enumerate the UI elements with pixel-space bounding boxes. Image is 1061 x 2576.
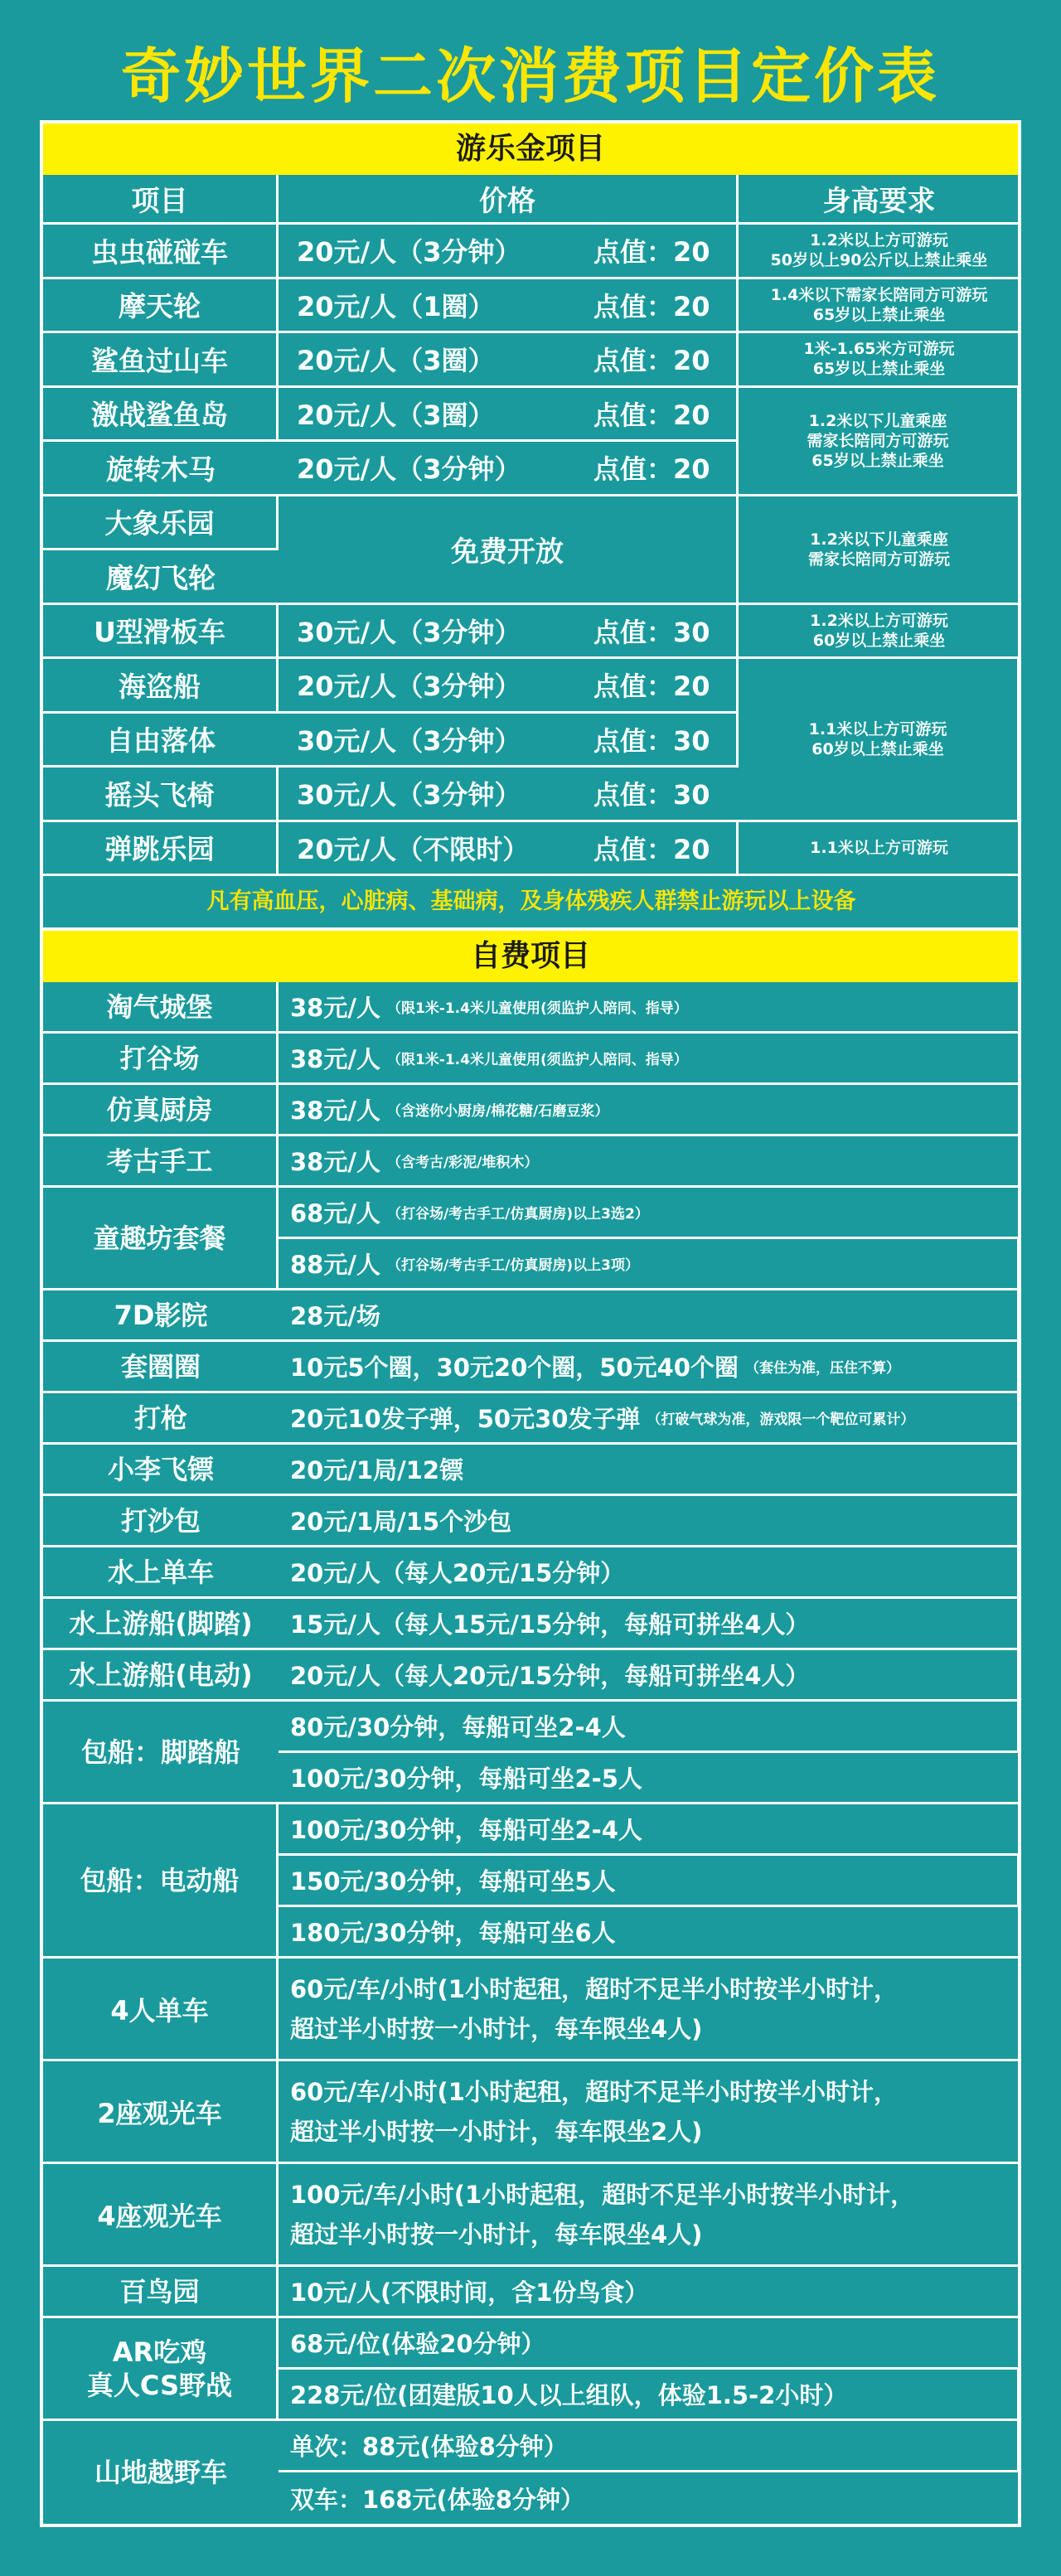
ride-price-text: 20元/人（3分钟） <box>297 453 521 486</box>
item-name: 打谷场 <box>43 1034 279 1085</box>
req-line: 1米-1.65米方可游玩 <box>803 340 955 359</box>
ride-price-wrap <box>297 388 736 440</box>
desc-text: 180元/30分钟，每船可坐6人 <box>290 1919 616 1947</box>
ride-price <box>279 279 739 334</box>
desc-text: 150元/30分钟，每船可坐5人 <box>290 1867 616 1896</box>
desc-text: 228元/位(团建版10人以上组队，体验1.5-2小时） <box>290 2381 848 2409</box>
item-name: 水上单车 <box>43 1547 279 1599</box>
ride-height-req <box>739 605 1020 660</box>
desc-line: 超过半小时按一小时计，每车限坐4人) <box>290 2014 703 2043</box>
item-desc <box>279 2061 1020 2164</box>
self-pay-table <box>43 982 1018 2524</box>
ride-height-req <box>739 279 1020 334</box>
item-name: 水上游船(电动) <box>43 1650 279 1702</box>
item-desc <box>279 1753 1020 1804</box>
desc-text: 20元/人（每人20元/15分钟） <box>290 1559 625 1587</box>
item-name: 考古手工 <box>43 1136 279 1188</box>
item-desc <box>279 2318 1020 2370</box>
ride-name: 魔幻飞轮 <box>43 550 279 605</box>
ride-price <box>279 659 739 714</box>
item-name: 包船：电动船 <box>43 1804 279 1959</box>
item-desc <box>279 1290 1020 1342</box>
ride-price-text: 20元/人（3圈） <box>297 399 495 431</box>
req-line: 1.2米以上方可游玩 <box>810 611 948 630</box>
req-line: 1.2米以下儿童乘座 <box>808 411 947 430</box>
ride-price <box>279 605 739 660</box>
ride-name: 虫虫碰碰车 <box>43 225 279 279</box>
item-name: 淘气城堡 <box>43 982 279 1034</box>
desc-text: 100元/30分钟，每船可坐2-4人 <box>290 1816 642 1844</box>
item-name: 水上游船(脚踏) <box>43 1599 279 1650</box>
item-desc <box>279 2164 1020 2267</box>
req-line: 1.1米以上方可游玩 <box>810 838 948 857</box>
desc-note: （限1米-1.4米儿童使用(须监护人陪同、指导） <box>386 1000 688 1017</box>
item-desc <box>279 1085 1020 1136</box>
ride-name: 海盗船 <box>43 659 279 714</box>
desc-text: 38元/人 <box>290 994 380 1022</box>
ride-price-wrap <box>297 714 736 766</box>
ride-price <box>279 225 739 279</box>
ride-points: 点值：30 <box>593 779 710 811</box>
desc-line: 超过半小时按一小时计，每车限坐4人) <box>290 2220 703 2249</box>
desc-text: 28元/场 <box>290 1302 380 1330</box>
section-banner-amusement: 游乐金项目 <box>43 123 1018 175</box>
desc-text: 20元/1局/12镖 <box>290 1456 464 1484</box>
item-desc <box>279 2421 1020 2472</box>
ride-height-req <box>739 333 1020 388</box>
desc-line: 60元/车/小时(1小时起租，超时不足半小时按半小时计， <box>290 2077 898 2106</box>
desc-text: 20元/1局/15个沙包 <box>290 1508 512 1536</box>
merged-height-req <box>739 659 1020 822</box>
ride-name: 摇头飞椅 <box>43 767 279 822</box>
item-name: 山地越野车 <box>94 2457 227 2488</box>
ride-price-wrap <box>297 442 736 494</box>
item-name: 仿真厨房 <box>43 1085 279 1136</box>
desc-line: 60元/车/小时(1小时起租，超时不足半小时按半小时计， <box>290 1974 898 2003</box>
ride-price-text: 20元/人（3分钟） <box>297 671 521 703</box>
ride-price-wrap <box>297 225 736 277</box>
ride-price-wrap <box>297 333 736 385</box>
item-name: 童趣坊套餐 <box>43 1188 279 1290</box>
safety-warning: 凡有高血压，心脏病、基础病，及身体残疾人群禁止游玩以上设备 <box>206 889 856 914</box>
item-desc <box>279 1188 1020 1239</box>
ride-name: 自由落体 <box>43 714 279 768</box>
ride-name: 鲨鱼过山车 <box>43 333 279 388</box>
desc-text: 10元/人(不限时间，含1份鸟食） <box>290 2278 649 2307</box>
desc-note: （打谷场/考古手工/仿真厨房)以上3项） <box>386 1257 639 1274</box>
ride-price-text: 20元/人（1圈） <box>297 290 495 322</box>
desc-note: （套住为准，压住不算） <box>744 1360 900 1377</box>
desc-text: 38元/人 <box>290 1148 380 1176</box>
item-desc <box>279 2472 1020 2524</box>
item-desc <box>279 1034 1020 1085</box>
ride-price-wrap <box>297 605 736 657</box>
ride-price-text: 20元/人（3分钟） <box>297 236 521 269</box>
item-desc <box>279 1599 1020 1650</box>
ride-name: 摩天轮 <box>43 279 279 334</box>
ride-name: 激战鲨鱼岛 <box>43 388 279 443</box>
ride-points: 点值：30 <box>593 616 710 648</box>
ride-price <box>279 714 739 768</box>
ride-points: 点值：20 <box>593 345 710 377</box>
page-title: 奇妙世界二次消费项目定价表 <box>120 41 940 111</box>
merged-height-req <box>739 496 1020 605</box>
item-desc <box>279 2370 1020 2421</box>
req-line: 60岁以上禁止乘坐 <box>811 739 944 758</box>
req-line: 1.4米以下需家长陪同方可游玩 <box>770 285 988 304</box>
ride-name: 弹跳乐园 <box>43 822 279 877</box>
item-desc <box>279 1239 1020 1290</box>
desc-line: 100元/车/小时(1小时起租，超时不足半小时按半小时计， <box>290 2180 915 2209</box>
req-line: 需家长陪同方可游玩 <box>807 431 949 450</box>
item-desc <box>279 982 1020 1034</box>
desc-text: 15元/人（每人15元/15分钟，每船可拼坐4人） <box>290 1610 810 1639</box>
ride-price <box>279 822 739 877</box>
item-name: 打沙包 <box>43 1496 279 1547</box>
item-desc <box>279 1804 1020 1856</box>
item-desc <box>279 1136 1020 1188</box>
req-line: 65岁以上禁止乘坐 <box>812 305 946 324</box>
ride-points: 点值：30 <box>593 724 710 757</box>
item-desc <box>279 1445 1020 1496</box>
item-desc <box>279 1547 1020 1599</box>
desc-note: （含迷你小厨房/棉花糖/石磨豆浆） <box>386 1103 609 1120</box>
ride-price-wrap <box>297 767 739 820</box>
desc-note: （打谷场/考古手工/仿真厨房)以上3选2） <box>386 1206 649 1223</box>
ride-price-text: 20元/人（3圈） <box>297 345 495 377</box>
ride-points: 点值：20 <box>593 236 710 269</box>
desc-note: （含考古/彩泥/堆积木） <box>386 1155 539 1171</box>
amusement-table <box>43 175 1018 927</box>
desc-text: 单次：88元(体验8分钟） <box>290 2433 568 2461</box>
ride-price-wrap <box>297 822 736 874</box>
item-name: AR吃鸡 真人CS野战 <box>43 2318 279 2421</box>
ride-points: 点值：20 <box>593 290 710 322</box>
header-height: 身高要求 <box>739 175 1020 225</box>
free-open-cell: 免费开放 <box>279 496 739 605</box>
item-desc <box>279 1959 1020 2061</box>
item-desc <box>279 1393 1020 1445</box>
item-name: 4座观光车 <box>43 2164 279 2267</box>
desc-note: （限1米-1.4米儿童使用(须监护人陪同、指导） <box>386 1052 688 1068</box>
ride-price-text: 20元/人（不限时） <box>297 833 530 865</box>
item-desc <box>279 1702 1020 1753</box>
desc-text: 38元/人 <box>290 1045 380 1073</box>
header-item: 项目 <box>43 175 279 225</box>
ride-name: U型滑板车 <box>43 605 279 660</box>
item-name: 打枪 <box>43 1393 279 1445</box>
ride-name: 大象乐园 <box>43 496 279 551</box>
ride-points: 点值：20 <box>593 833 710 865</box>
item-name: 4人单车 <box>43 1959 279 2061</box>
header-price: 价格 <box>279 175 739 225</box>
ride-price-wrap <box>297 279 736 332</box>
item-name: 百鸟园 <box>43 2267 279 2318</box>
merged-height-req <box>739 388 1020 496</box>
ride-price-text: 30元/人（3分钟） <box>297 779 521 811</box>
item-name: 小李飞镖 <box>43 1445 279 1496</box>
item-name: 包船：脚踏船 <box>43 1702 279 1804</box>
desc-text: 10元5个圈，30元20个圈，50元40个圈 <box>290 1353 739 1382</box>
desc-text: 38元/人 <box>290 1097 380 1125</box>
desc-line: 超过半小时按一小时计，每车限坐2人) <box>290 2117 703 2146</box>
req-line: 65岁以上禁止乘坐 <box>812 360 946 379</box>
ride-points: 点值：20 <box>593 453 710 486</box>
item-desc <box>279 1342 1020 1393</box>
ride-price-wrap <box>297 659 736 711</box>
ride-points: 点值：20 <box>593 671 710 703</box>
ride-price <box>279 767 739 822</box>
ride-price-text: 30元/人（3分钟） <box>297 724 521 757</box>
req-line: 60岁以上禁止乘坐 <box>812 631 946 650</box>
item-desc <box>279 1650 1020 1702</box>
ride-price <box>279 442 739 496</box>
ride-name: 旋转木马 <box>43 442 279 496</box>
item-desc <box>279 2267 1020 2318</box>
item-desc <box>279 1907 1020 1959</box>
req-line: 1.1米以上方可游玩 <box>808 719 947 738</box>
item-desc <box>279 1856 1020 1907</box>
ride-height-req <box>739 822 1020 877</box>
desc-text: 88元/人 <box>290 1251 380 1279</box>
desc-text: 80元/30分钟，每船可坐2-4人 <box>290 1713 626 1741</box>
desc-text: 100元/30分钟，每船可坐2-5人 <box>290 1765 642 1793</box>
req-line: 1.2米以上方可游玩 <box>810 231 948 250</box>
req-line: 需家长陪同方可游玩 <box>807 550 950 569</box>
req-line: 1.2米以下儿童乘座 <box>810 530 948 549</box>
ride-price <box>279 388 739 443</box>
section-banner-self-pay: 自费项目 <box>43 927 1018 982</box>
desc-text: 68元/人 <box>290 1199 380 1227</box>
item-desc <box>279 1496 1020 1547</box>
desc-note: （打破气球为准，游戏限一个靶位可累计） <box>647 1411 915 1428</box>
req-line: 50岁以上90公斤以上禁止乘坐 <box>770 251 988 270</box>
ride-height-req <box>739 225 1020 279</box>
ride-price <box>279 333 739 388</box>
item-name: 7D影院 <box>43 1290 279 1342</box>
price-board <box>40 120 1021 2527</box>
req-line: 65岁以上禁止乘坐 <box>811 451 944 470</box>
desc-text: 20元10发子弹，50元30发子弹 <box>290 1405 641 1433</box>
desc-text: 20元/人（每人20元/15分钟，每船可拼坐4人） <box>290 1662 810 1690</box>
item-name: 2座观光车 <box>43 2061 279 2164</box>
ride-points: 点值：20 <box>593 399 710 431</box>
item-name: 套圈圈 <box>43 1342 279 1393</box>
desc-text: 双车：168元(体验8分钟） <box>290 2485 584 2514</box>
ride-price-text: 30元/人（3分钟） <box>297 616 521 648</box>
desc-text: 68元/位(体验20分钟） <box>290 2330 545 2358</box>
